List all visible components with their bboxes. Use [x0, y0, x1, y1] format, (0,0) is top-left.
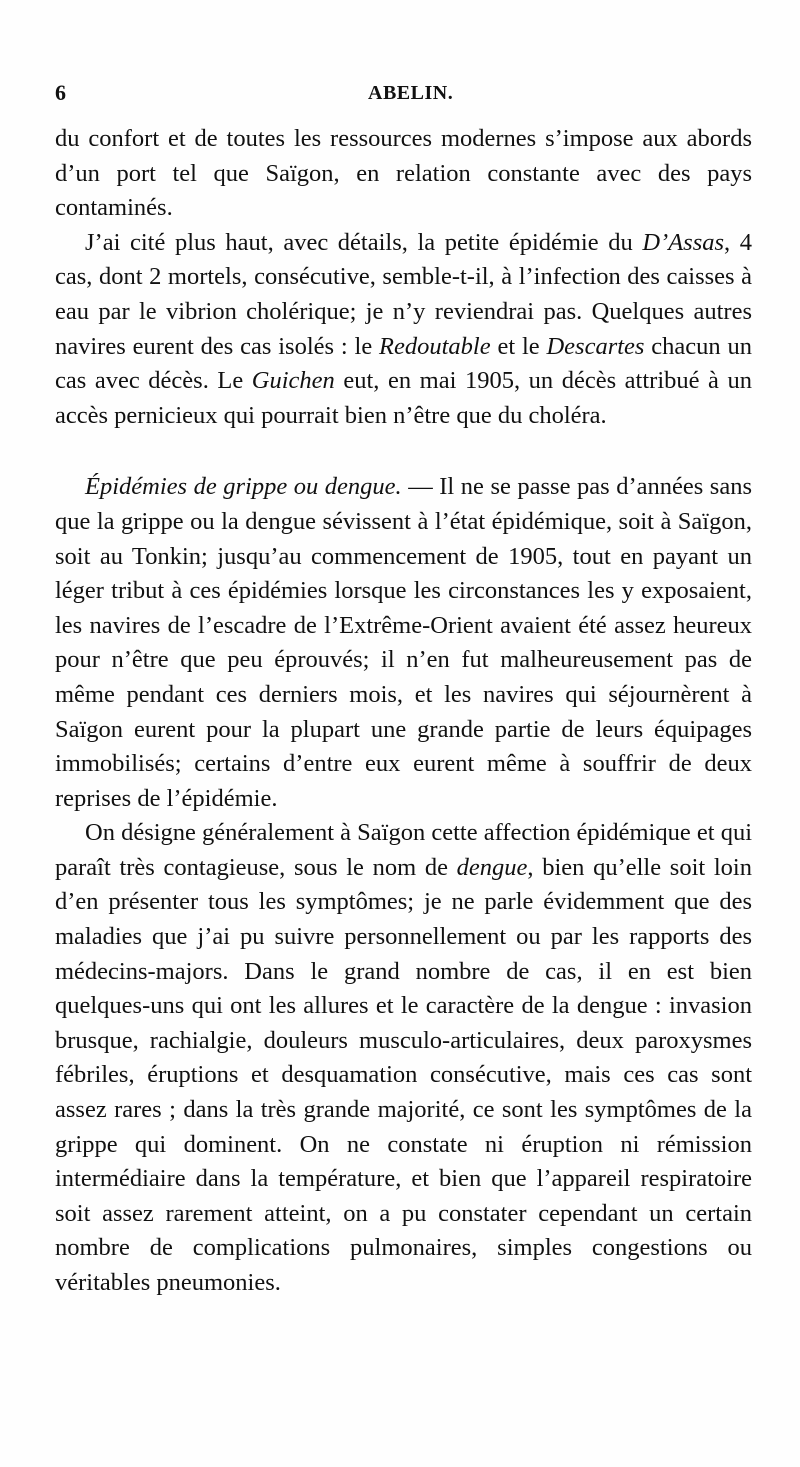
ship-name-dassas: D’Assas	[642, 228, 725, 256]
ship-name-descartes: Descartes	[546, 332, 645, 360]
paragraph-2-text-e: eut, en mai 1905, un décès attribué à un accès pernicieux qui pourrait bien n’être que du choléra.	[55, 367, 752, 429]
paragraph-2-text-c: et le	[490, 332, 547, 360]
page-number: 6	[55, 80, 66, 105]
ship-name-redoutable: Redoutable	[379, 332, 491, 360]
paragraph-4-text-b: , bien qu’elle soit loin d’en présenter tous les symptômes; je ne parle évidemment que des maladies que j’ai pu suivre personnellement ou par les rapports des médecins-majors. Dans le grand nombre de cas, il en est bien quelques-uns qui ont les allures et le caractère de la dengue : invasion brusque, rachialgie, douleurs musculo-articulaires, deux paroxysmes fébriles, éruptions et desquamation consécutive, mais ces cas sont assez rares ; dans la très grande majorité, ce sont les symptômes de la grippe qui dominent. On ne constate ni éruption ni rémission intermédiaire dans la température, et bien que l’appareil respiratoire soit assez rarement atteint, on a pu constater cependant un certain nombre de complications pulmonaires, simples congestions ou véritables pneumonies.	[55, 853, 752, 1296]
running-head: ABELIN.	[368, 82, 454, 104]
paragraph-3	[55, 470, 752, 816]
section-heading: Épidémies de grippe ou dengue.	[85, 473, 402, 501]
ship-name-guichen: Guichen	[251, 367, 335, 395]
paragraph-4-text-a: On désigne généralement à Saïgon cette affection épidémique et qui paraît très contagieuse, sous le nom de	[55, 819, 752, 881]
term-dengue: dengue	[456, 853, 528, 881]
paragraph-3-text: — Il ne se passe pas d’années sans que la grippe ou la dengue sévissent à l’état épidémique, soit à Saïgon, soit au Tonkin; jusqu’au commencement de 1905, tout en payant un léger tribut à ces épidémies lorsque les circonstances les y exposaient, les navires de l’escadre de l’Extrême-Orient avaient été assez heureux pour n’être que peu éprouvés; il n’en fut malheureusement pas de même pendant ces derniers mois, et les navires qui séjournèrent à Saïgon eurent pour la plupart une grande partie de leurs équipages immobilisés; certains d’entre eux eurent même à souffrir de deux reprises de l’épidémie.	[55, 473, 752, 812]
body-text	[55, 122, 752, 1301]
paragraph-1: du confort et de toutes les ressources modernes s’impose aux abords d’un port tel que Saïgon, en relation constante avec des pays contaminés.	[55, 125, 752, 222]
paragraph-2	[55, 226, 752, 434]
paragraph-2-text-b: , 4 cas, dont 2 mortels, consécutive, semble-t-il, à l’infection des caisses à eau par le vibrion cholérique; je n’y reviendrai pas. Quelques autres navires eurent des cas isolés : le	[55, 228, 753, 360]
paragraph-4	[55, 816, 752, 1300]
paragraph-2-text-d: chacun un cas avec décès. Le	[55, 332, 752, 395]
page-header	[55, 80, 750, 110]
paragraph-2-text-a: J’ai cité plus haut, avec détails, la petite épidémie du	[85, 228, 643, 256]
